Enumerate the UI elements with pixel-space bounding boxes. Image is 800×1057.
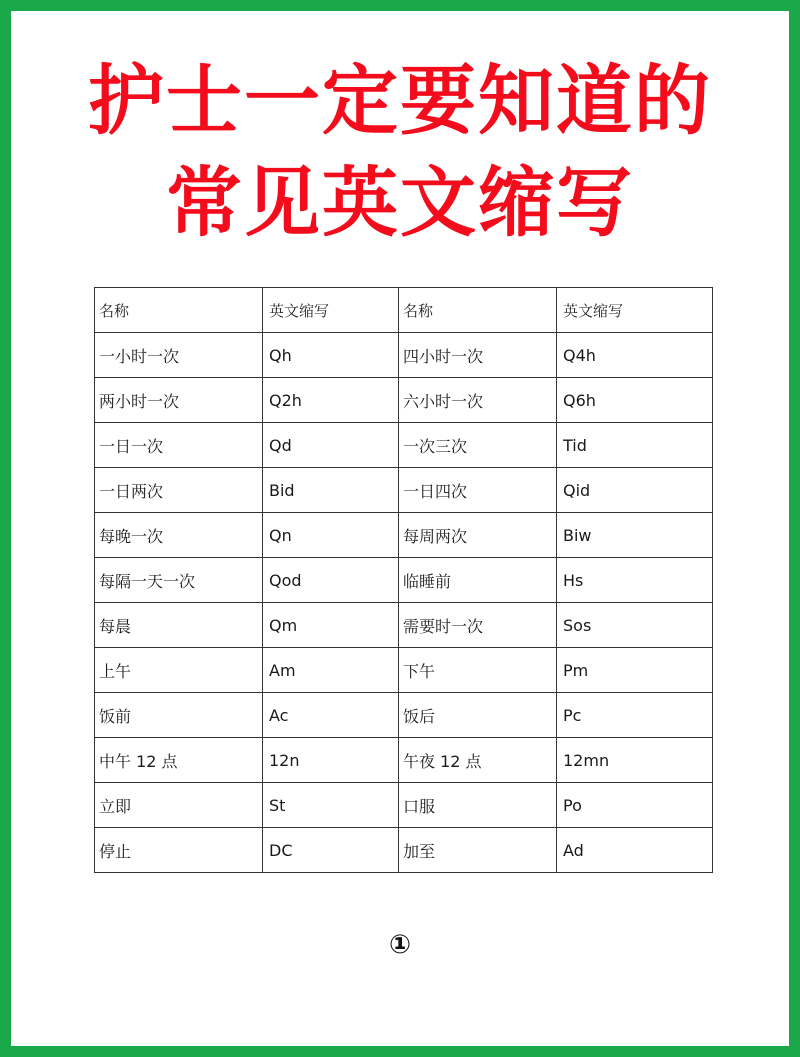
cell-abbr-left: Q2h xyxy=(263,378,399,423)
table-header-row xyxy=(95,288,713,333)
table-row xyxy=(95,783,713,828)
cell-abbr-right: Pm xyxy=(557,648,713,693)
cell-name-left: 一日两次 xyxy=(95,468,263,513)
cell-abbr-left: Am xyxy=(263,648,399,693)
cell-name-right: 每周两次 xyxy=(399,513,557,558)
cell-abbr-right: Qid xyxy=(557,468,713,513)
cell-name-right: 六小时一次 xyxy=(399,378,557,423)
table-row xyxy=(95,558,713,603)
cell-name-right: 一日四次 xyxy=(399,468,557,513)
table-row xyxy=(95,468,713,513)
cell-abbr-left: DC xyxy=(263,828,399,873)
table-row xyxy=(95,738,713,783)
header-abbr-2: 英文缩写 xyxy=(557,288,713,333)
cell-name-left: 立即 xyxy=(95,783,263,828)
cell-abbr-left: Qod xyxy=(263,558,399,603)
cell-abbr-right: Hs xyxy=(557,558,713,603)
cell-name-right: 一次三次 xyxy=(399,423,557,468)
table-row xyxy=(95,603,713,648)
cell-abbr-left: St xyxy=(263,783,399,828)
header-name-1: 名称 xyxy=(95,288,263,333)
cell-name-right: 临睡前 xyxy=(399,558,557,603)
abbreviation-table xyxy=(94,287,713,873)
cell-abbr-right: Po xyxy=(557,783,713,828)
cell-name-right: 午夜 12 点 xyxy=(399,738,557,783)
cell-name-left: 上午 xyxy=(95,648,263,693)
cell-abbr-right: Ad xyxy=(557,828,713,873)
title-line-2: 常见英文缩写 xyxy=(166,158,634,247)
cell-abbr-left: 12n xyxy=(263,738,399,783)
cell-name-right: 加至 xyxy=(399,828,557,873)
cell-name-left: 两小时一次 xyxy=(95,378,263,423)
cell-abbr-left: Qh xyxy=(263,333,399,378)
header-abbr-1: 英文缩写 xyxy=(263,288,399,333)
cell-abbr-right: Q6h xyxy=(557,378,713,423)
cell-abbr-left: Qm xyxy=(263,603,399,648)
cell-name-right: 口服 xyxy=(399,783,557,828)
cell-abbr-left: Bid xyxy=(263,468,399,513)
table-row xyxy=(95,378,713,423)
cell-abbr-right: Pc xyxy=(557,693,713,738)
cell-abbr-left: Ac xyxy=(263,693,399,738)
table-row xyxy=(95,423,713,468)
title-line-1: 护士一定要知道的 xyxy=(88,56,712,145)
table-row xyxy=(95,828,713,873)
cell-abbr-left: Qd xyxy=(263,423,399,468)
header-name-2: 名称 xyxy=(399,288,557,333)
cell-name-right: 饭后 xyxy=(399,693,557,738)
cell-name-left: 一日一次 xyxy=(95,423,263,468)
cell-abbr-right: Q4h xyxy=(557,333,713,378)
cell-name-right: 下午 xyxy=(399,648,557,693)
cell-name-left: 一小时一次 xyxy=(95,333,263,378)
cell-abbr-right: Biw xyxy=(557,513,713,558)
cell-name-left: 中午 12 点 xyxy=(95,738,263,783)
cell-abbr-right: 12mn xyxy=(557,738,713,783)
table-row xyxy=(95,333,713,378)
cell-name-left: 每隔一天一次 xyxy=(95,558,263,603)
cell-abbr-right: Sos xyxy=(557,603,713,648)
page-number: ① xyxy=(388,930,411,960)
table-row xyxy=(95,513,713,558)
cell-name-left: 停止 xyxy=(95,828,263,873)
cell-name-left: 饭前 xyxy=(95,693,263,738)
cell-name-left: 每晨 xyxy=(95,603,263,648)
cell-name-right: 四小时一次 xyxy=(399,333,557,378)
cell-name-right: 需要时一次 xyxy=(399,603,557,648)
cell-name-left: 每晚一次 xyxy=(95,513,263,558)
table-row xyxy=(95,693,713,738)
cell-abbr-right: Tid xyxy=(557,423,713,468)
cell-abbr-left: Qn xyxy=(263,513,399,558)
table-row xyxy=(95,648,713,693)
